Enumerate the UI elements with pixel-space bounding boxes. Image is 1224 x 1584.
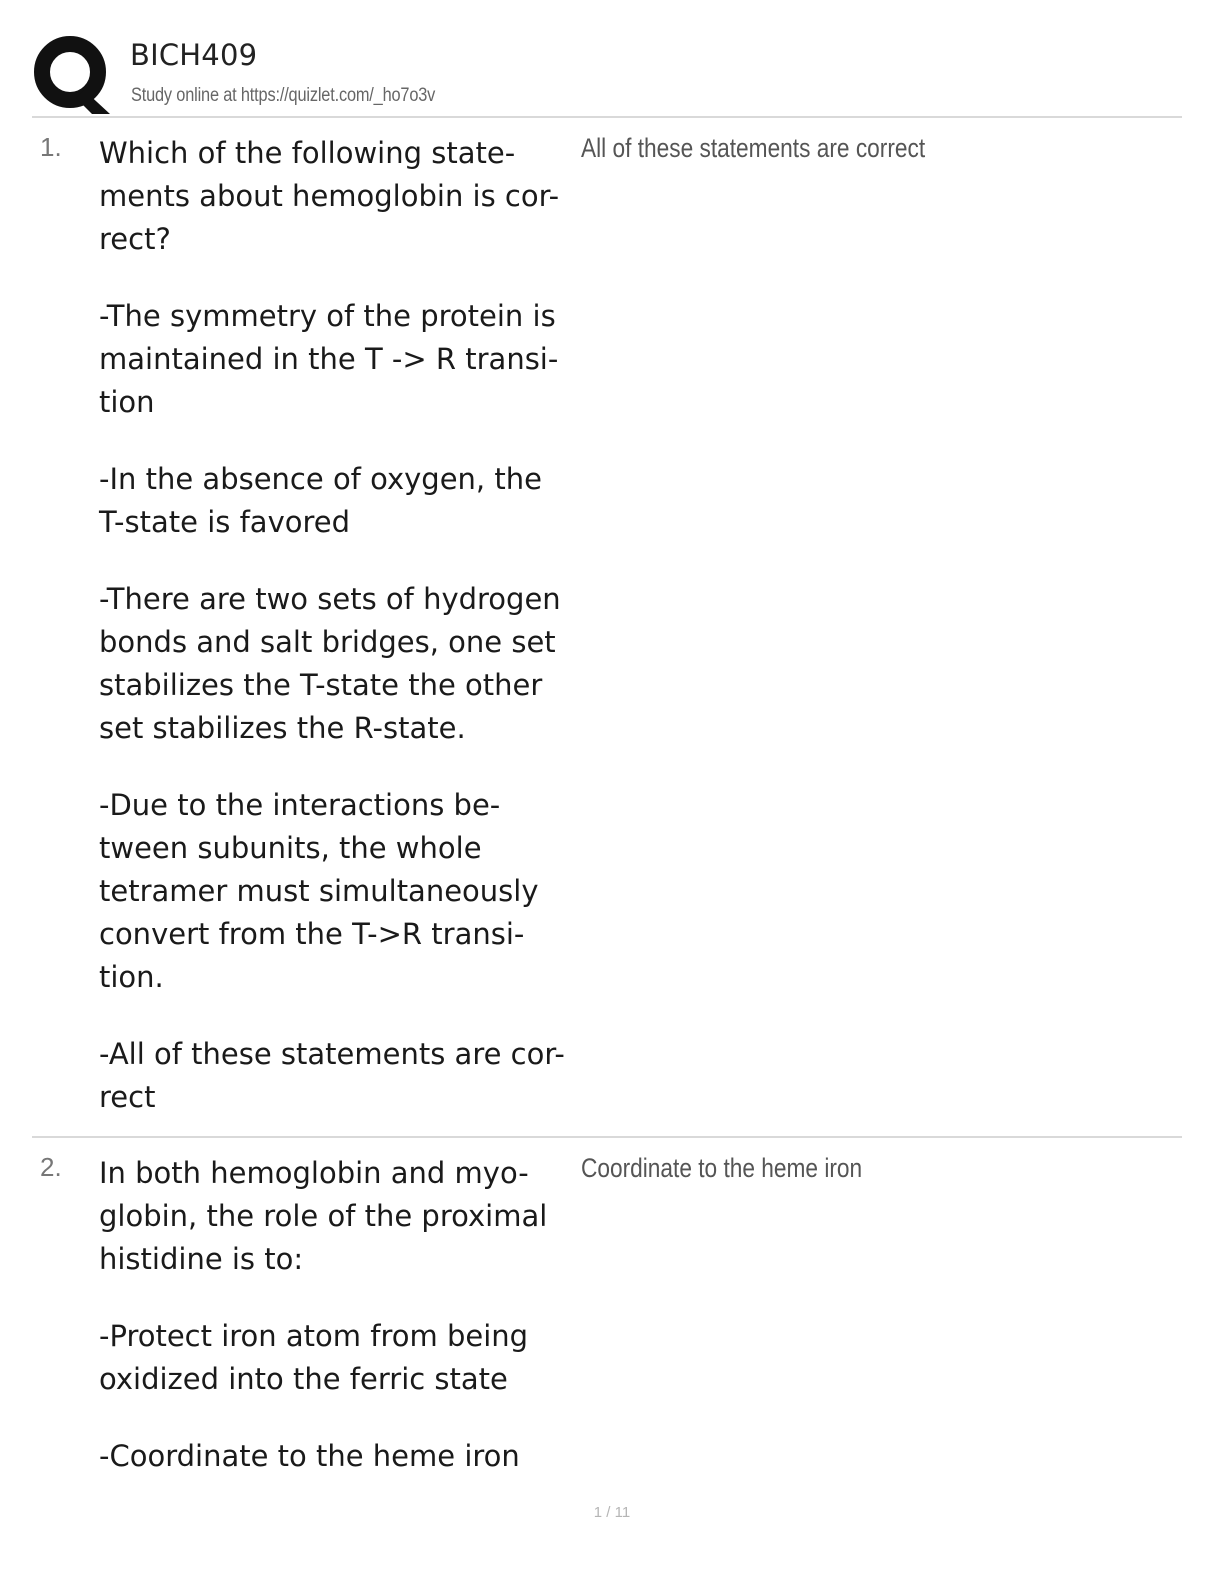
card-definition: All of these statements are correct [581,133,926,163]
term-option: -Due to the interactions be- tween subunits, the whole tetramer must simultaneously convert from the T->R transi- tion. [99,788,539,994]
page-number: 1 / 11 [593,1504,631,1521]
term-option: -In the absence of oxygen, the T-state is favored [99,462,542,539]
term-option: -There are two sets of hydrogen bonds and salt bridges, one set stabilizes the T-state the other set stabilizes the R-state. [99,582,561,745]
card-number: 2. [40,1152,62,1182]
card-term [99,132,579,1119]
term-option: -All of these statements are cor- rect [99,1037,565,1114]
set-title: BICH409 [130,38,258,72]
term-question: Which of the following state- ments about hemoglobin is cor- rect? [99,136,560,256]
quizlet-logo-icon [32,34,112,114]
term-option: -The symmetry of the protein is maintained in the T -> R transi- tion [99,299,559,419]
term-question: In both hemoglobin and myo- globin, the role of the proximal histidine is to: [99,1156,548,1276]
term-option: -Protect iron atom from being oxidized into the ferric state [99,1319,529,1396]
term-option: -Coordinate to the heme iron [99,1439,520,1473]
study-online-link[interactable]: Study online at https://quizlet.com/_ho7o3v [131,85,436,106]
card-definition: Coordinate to the heme iron [581,1153,863,1183]
header-divider [32,116,1182,118]
card-divider [32,1136,1182,1138]
card-term [99,1152,579,1478]
card-number: 1. [40,132,62,162]
